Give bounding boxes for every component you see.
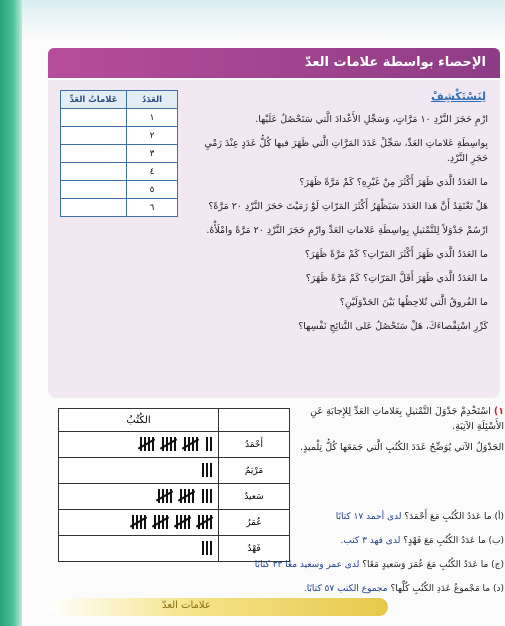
exercise-description: الجَدْوَلُ الآتي يُوَضِّحُ عَدَدَ الكُتُبِ الَّتي جَمَعَها كُلُّ تِلْميذٍ. (300, 442, 504, 453)
tally-stroke (210, 463, 212, 477)
handwritten-answer: مجموع الكتب ٥٧ كتابًا. (303, 584, 388, 594)
tally-group (202, 462, 212, 477)
student-name: أَحْمَدُ (219, 432, 290, 458)
tally-group-five (154, 514, 168, 529)
student-name: فَهْدٌ (219, 536, 290, 562)
tally-stroke (206, 437, 208, 451)
exercise-number: ١) (493, 406, 504, 417)
tally-stroke (206, 489, 208, 503)
footer-bar (48, 598, 388, 616)
empty-tally-cell (61, 127, 127, 145)
tally-group-five (176, 514, 190, 529)
instruction-paragraph: ارْمِ حَجَرَ النَّرْدِ ١٠ مَرَّاتٍ، وَسَجِّلِ الأَعْدادَ الَّتي سَتَحْصُلُ عَلَيْها. (255, 114, 488, 125)
question-item (192, 510, 504, 524)
number-cell: ٦ (127, 199, 178, 217)
explore-heading: لِنَسْتَكْشِفْ (431, 90, 486, 103)
empty-tally-cell (61, 145, 127, 163)
number-cell: ٤ (127, 163, 178, 181)
empty-tally-cell (61, 181, 127, 199)
instruction-paragraph: ما الفُروقُ الَّتي تُلاحِظُها بَيْنَ الجَدْوَلَيْنِ؟ (339, 297, 488, 308)
top-band (22, 0, 505, 38)
question-text: (ب) ما عَدَدُ الكُتُبِ مَعَ فَهْدٍ؟ (403, 536, 504, 546)
table-row (61, 199, 178, 217)
instruction-paragraph: ما العَدَدُ الَّذي ظَهَرَ أَكْثَرَ مِنْ غَيْرِهِ؟ كَمْ مَرَّةً ظَهَرَ؟ (299, 177, 488, 188)
exercise-intro-text: اسْتَخْدِمْ جَدْوَلَ التَّمْثيلِ بِعَلاماتِ العَدِّ لِلإِجابَةِ عَنِ الأَسْئِلَةِ الآتِيَةِ. (310, 406, 504, 432)
table-row (59, 432, 290, 458)
table-row (61, 145, 178, 163)
table-row (61, 109, 178, 127)
table-row (61, 163, 178, 181)
instruction-paragraph: كَرِّرِ اسْتِقْصاءَكَ، هَلْ سَتَحْصُلُ عَلى النَّتائِجِ نَفْسِها؟ (298, 321, 488, 332)
tally-marks (158, 488, 212, 503)
books-header-empty (219, 409, 290, 432)
tally-group (202, 488, 212, 503)
table-row (59, 458, 290, 484)
tally-cell (59, 458, 219, 484)
tally-cell (59, 432, 219, 458)
handwritten-answer: لدى فهد ٣ كتب. (340, 536, 401, 546)
footer-label: علامات العدّ (162, 600, 211, 611)
tally-cell (59, 484, 219, 510)
number-cell: ١ (127, 109, 178, 127)
tally-group-five (140, 436, 154, 451)
explore-instructions (188, 112, 488, 343)
tally-group-five (162, 436, 176, 451)
number-cell: ٣ (127, 145, 178, 163)
handwritten-answer: لدى عمر وسعيد معًا ٣٣ كتابًا (254, 560, 360, 570)
books-header: الكُتُبُ (59, 409, 219, 432)
instruction-paragraph: ما العَدَدُ الَّذي ظَهَرَ أَقَلَّ المَرّاتِ؟ كَمْ مَرَّةً ظَهَرَ؟ (305, 273, 488, 284)
exercise-questions (192, 510, 504, 606)
count-table-header-number: العَدَدُ (127, 91, 178, 109)
count-table-header-tally: عَلاماتُ العَدِّ (61, 91, 127, 109)
tally-group (206, 436, 212, 451)
green-page-edge (0, 0, 22, 626)
tally-group-five (184, 436, 198, 451)
tally-stroke (202, 463, 204, 477)
student-name: عُمَرُ (219, 510, 290, 536)
table-row (61, 181, 178, 199)
tally-stroke (210, 437, 212, 451)
question-text: (أ) ما عَدَدُ الكُتُبِ مَعَ أَحْمَدَ؟ (404, 512, 504, 522)
lesson-title: الإحصاء بواسطة علامات العدّ (48, 48, 500, 78)
tally-stroke (206, 463, 208, 477)
exercise-intro (296, 404, 504, 461)
question-item (192, 534, 504, 548)
empty-tally-cell (61, 109, 127, 127)
tally-count-table (60, 90, 178, 217)
question-text: (ج) ما عَدَدُ الكُتُبِ مَعَ عُمَرَ وَسَعيدٍ مَعًا؟ (362, 560, 504, 570)
student-name: سَعيدٌ (219, 484, 290, 510)
instruction-paragraph: هَلْ تَعْتَقِدُ أَنَّ هَذا العَدَدَ سَيَظْهَرُ أَكْثَرَ المَرّاتِ لَوْ رَمَيْتَ حَجَرَ النَّرْدِ ٢٠ مَرَّةً؟ (208, 201, 488, 212)
tally-group-five (132, 514, 146, 529)
question-text: (د) ما مَجْموعُ عَدَدِ الكُتُبِ كُلِّها؟ (390, 584, 504, 594)
exercise-instruction (296, 404, 504, 434)
textbook-page (22, 0, 505, 626)
tally-group-five (158, 488, 172, 503)
number-cell: ٥ (127, 181, 178, 199)
empty-tally-cell (61, 163, 127, 181)
instruction-paragraph: ما العَدَدُ الَّذي ظَهَرَ أَكْثَرَ المَرّاتِ؟ كَمْ مَرَّةً ظَهَرَ؟ (304, 249, 488, 260)
table-row (59, 484, 290, 510)
tally-marks (202, 462, 212, 477)
instruction-paragraph: ارْسُمْ جَدْوَلاً لِلتَّمْثيلِ بِواسِطَةِ عَلاماتِ العَدِّ وارْمِ حَجَرَ النَّرْدِ ٢٠ مَرَّةً وامْلَأْهُ. (206, 225, 488, 236)
tally-group-five (180, 488, 194, 503)
handwritten-answer: لدى أحمد ١٧ كتابًا (335, 512, 402, 522)
question-item (192, 558, 504, 572)
explore-box (48, 80, 500, 398)
instruction-paragraph: بِواسِطَةِ عَلاماتِ العَدِّ، سَجِّلْ عَدَدَ المَرَّاتِ الَّتي ظَهَرَ فيها كُلُّ عَدَدٍ عِنْدَ رَمْيِ حَجَرِ النَّرْدِ. (204, 138, 488, 164)
table-row (61, 127, 178, 145)
number-cell: ٢ (127, 127, 178, 145)
tally-stroke (210, 489, 212, 503)
question-item (192, 582, 504, 596)
student-name: مَرْيَمُ (219, 458, 290, 484)
tally-stroke (202, 489, 204, 503)
tally-marks (140, 436, 212, 451)
empty-tally-cell (61, 199, 127, 217)
